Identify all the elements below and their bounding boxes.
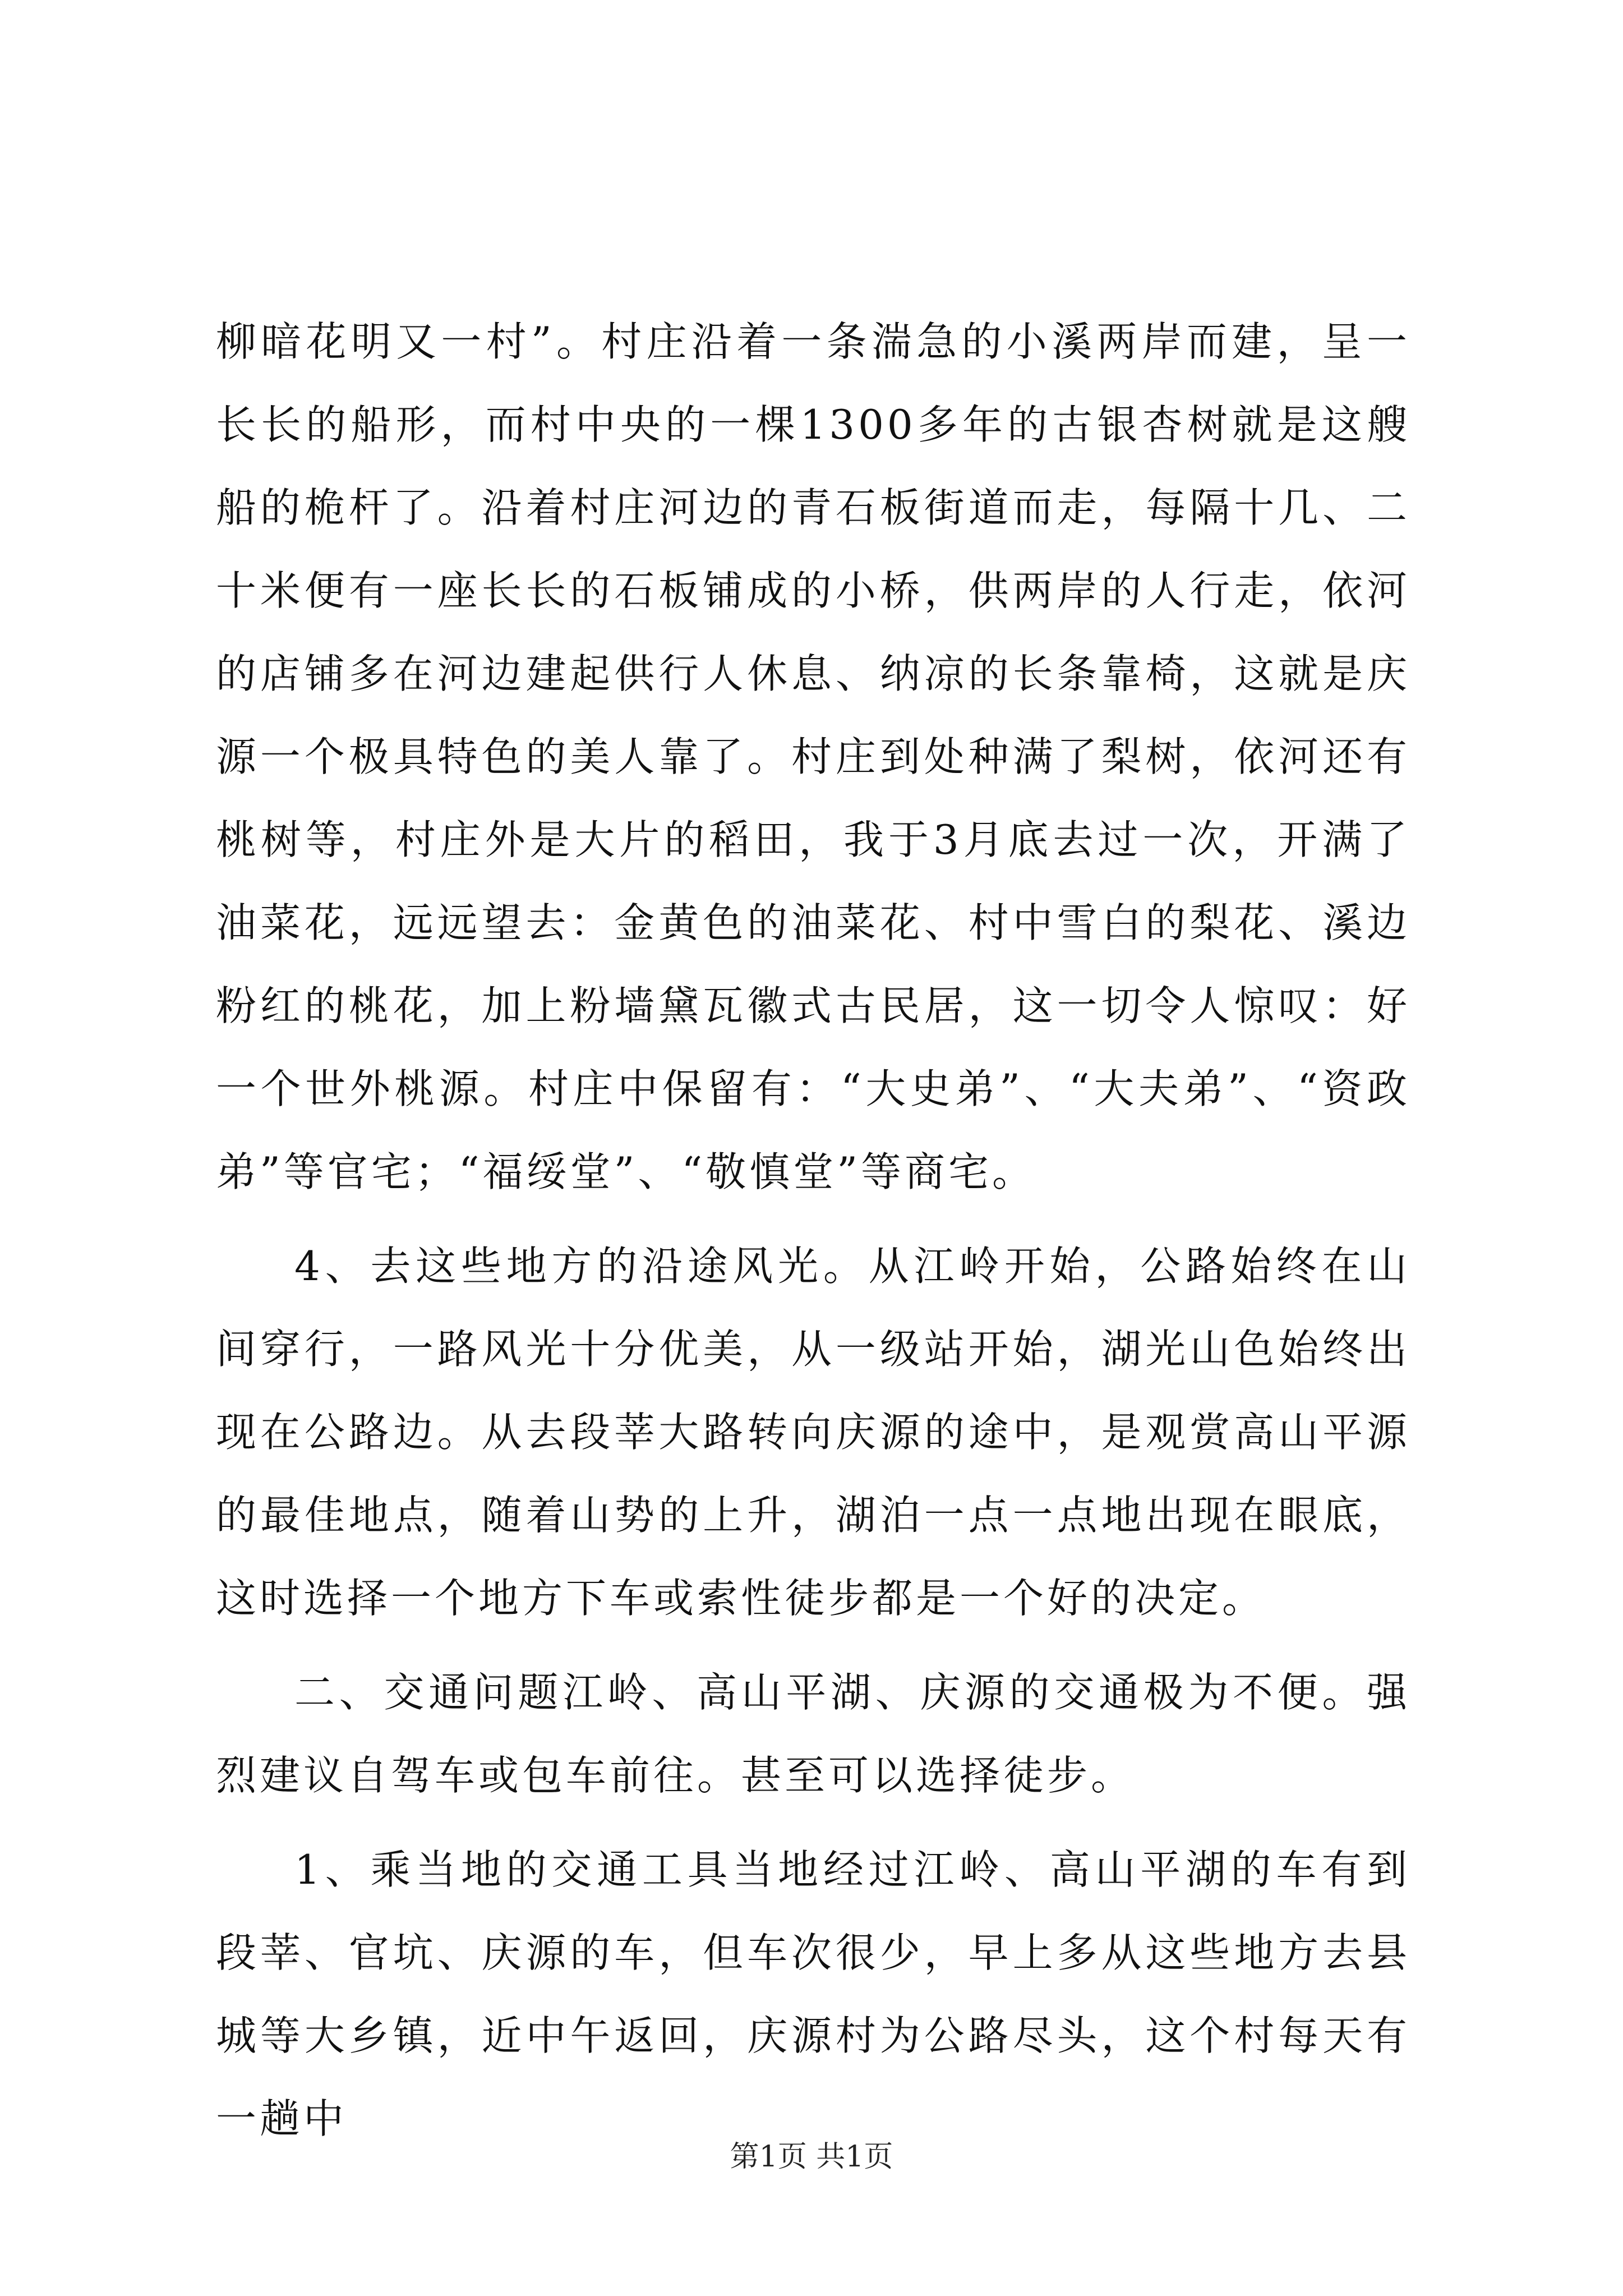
paragraph-2: 4、去这些地方的沿途风光。从江岭开始，公路始终在山间穿行，一路风光十分优美，从一级站开始，湖光山色始终出现在公路边。从去段莘大路转向庆源的途中，是观赏高山平源的最佳地点，随着山势的上升，湖泊一点一点地出现在眼底，这时选择一个地方下车或索性徒步都是一个好的决定。 — [216, 1243, 1410, 1622]
paragraph-1: 柳暗花明又一村”。村庄沿着一条湍急的小溪两岸而建，呈一长长的船形，而村中央的一棵1300多年的古银杏树就是这艘船的桅杆了。沿着村庄河边的青石板街道而走，每隔十几、二十米便有一座长长的石板铺成的小桥，供两岸的人行走，依河的店铺多在河边建起供行人休息、纳凉的长条靠椅，这就是庆源一个极具特色的美人靠了。村庄到处种满了梨树，依河还有桃树等，村庄外是大片的稻田，我于3月底去过一次，开满了油菜花，远远望去：金黄色的油菜花、村中雪白的梨花、溪边粉红的桃花，加上粉墙黛瓦徽式古民居，这一切令人惊叹：好一个世外桃源。村庄中保留有：“大史弟”、“大夫弟”、“资政弟”等官宅；“福绥堂”、“敬慎堂”等商宅。 — [216, 318, 1410, 1195]
page-number-label: 第1页 共1页 — [730, 2140, 893, 2174]
document-body — [216, 300, 1410, 2171]
paragraph-4: 1、乘当地的交通工具当地经过江岭、高山平湖的车有到段莘、官坑、庆源的车，但车次很少，早上多从这些地方去县城等大乡镇，近中午返回，庆源村为公路尽头，这个村每天有一趟中 — [216, 1846, 1410, 2142]
page-footer — [0, 2137, 1623, 2177]
paragraph-3: 二、交通问题江岭、高山平湖、庆源的交通极为不便。强烈建议自驾车或包车前往。甚至可以选择徒步。 — [216, 1669, 1410, 1799]
